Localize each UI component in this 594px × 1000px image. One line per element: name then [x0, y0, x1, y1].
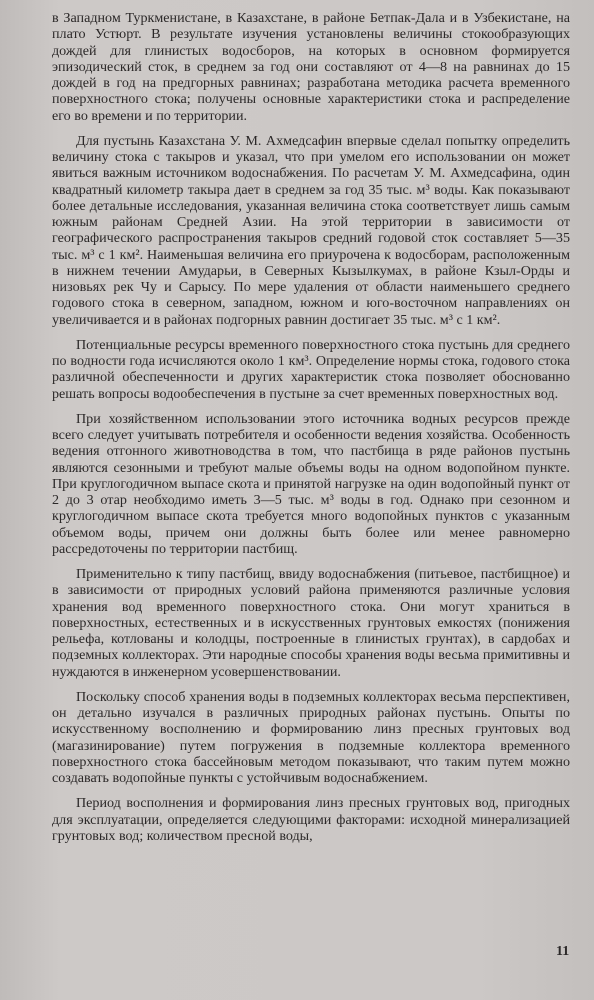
paragraph: При хозяйственном использовании этого источника водных ресурсов прежде всего следует учитывать потребителя и особенности ведения хозяйства. Особенность ведения отгонного животноводства в том, что пастбища в ряде районов пустынь являются сезонными и требуют малые объемы воды на одном водопойном пункте. При круглогодичном выпасе скота и принятой нагрузке на один водопойный пункт от 2 до 3 отар необходимо иметь 3—5 тыс. м³ воды в год. Однако при сезонном и круглогодичном выпасе скота требуется много водопойных пунктов с указанным объемом воды, причем они должны быть более или менее равномерно рассредоточены по территории пастбищ.	[52, 410, 570, 557]
page-number: 11	[556, 944, 570, 959]
paragraph: Поскольку способ хранения воды в подземных коллекторах весьма перспективен, он детально изучался в различных природных районах пустынь. Опыты по искусственному восполнению и формированию линз пресных грунтовых вод (магазинирование) путем погружения в подземные коллектора временного поверхностного стока бассейновым методом показывают, что таким путем можно создавать водопойные пункты с устойчивым водоснабжением.	[52, 688, 570, 786]
paragraph: Потенциальные ресурсы временного поверхностного стока пустынь для среднего по водности года исчисляются около 1 км³. Определение нормы стока, годового стока различной обеспеченности и других характеристик стока позволяет обоснованно решать вопросы водообеспечения в пустыне за счет временных поверхностных вод.	[52, 336, 570, 402]
paragraph: Применительно к типу пастбищ, ввиду водоснабжения (питьевое, пастбищное) и в зависимости от природных условий района применяются различные условия хранения вод временного поверхностного стока. Они могут храниться в поверхностных, естественных и в искусственных грунтовых емкостях (понижения рельефа, котлованы и колодцы, построенные в глинистых грунтах), в сардобах и подземных коллекторах. Эти народные способы хранения воды весьма примитивны и нуждаются в инженерном усовершенствовании.	[52, 566, 570, 680]
paragraph: Период восполнения и формирования линз пресных грунтовых вод, пригодных для эксплуатации, определяется следующими факторами: исходной минерализацией грунтовых вод; количеством пресной воды,	[52, 795, 570, 844]
page-text	[52, 10, 570, 844]
paragraph: Для пустынь Казахстана У. М. Ахмедсафин впервые сделал попытку определить величину стока с такыров и указал, что при умелом его использовании он может явиться важным источником водоснабжения. По расчетам У. М. Ахмедсафина, один квадратный километр такыра дает в среднем за год 35 тыс. м³ воды. Как показывают более детальные исследования, указанная величина стока соответствует лишь самым южным районам Средней Азии. На этой территории в зависимости от географического распространения такыров средний годовой сток составляет 5—35 тыс. м³ с 1 км². Наименьшая величина его приурочена к водосборам, расположенным в нижнем течении Амударьи, в Северных Кызылкумах, в районе Кзыл-Орды и низовьях рек Чу и Сарысу. По мере удаления от области наименьшего среднего годового стока в северном, западном, южном и юго-восточном направлениях он увеличивается и в районах подгорных равнин достигает 35 тыс. м³ с 1 км².	[52, 132, 570, 328]
paragraph: в Западном Туркменистане, в Казахстане, в районе Бетпак-Дала и в Узбекистане, на плато Устюрт. В результате изучения установлены величины стокообразующих дождей для глинистых водосборов, на которых в основном формируется эпизодический сток, в среднем за год они составляют от 4—8 на равнинах до 15 дождей в год на предгорных равнинах; разработана методика расчета временного поверхностного стока; получены основные характеристики стока и распределение его во времени и по территории.	[52, 10, 570, 124]
